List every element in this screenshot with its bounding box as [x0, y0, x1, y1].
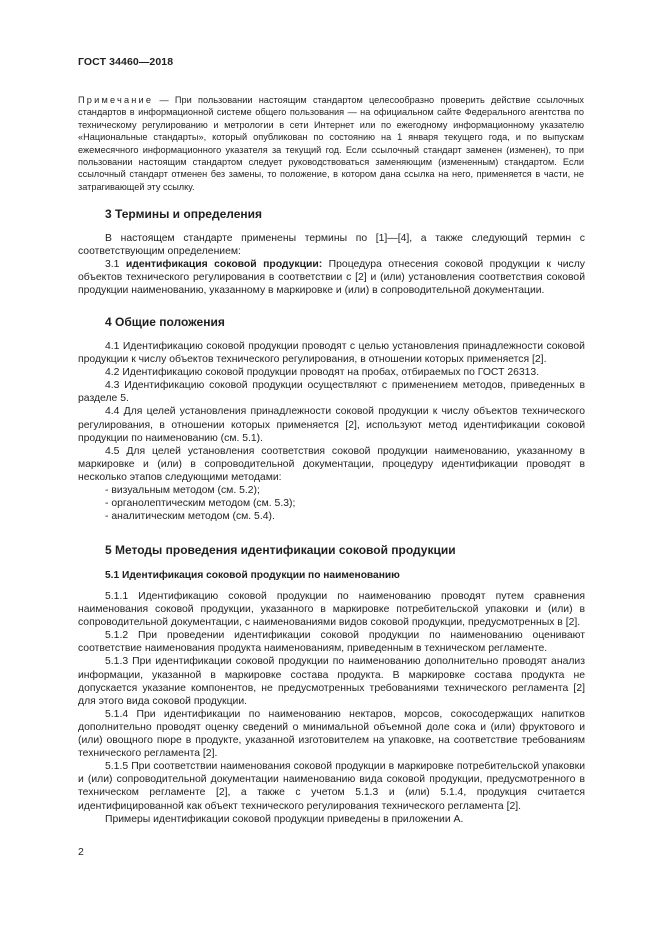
note-paragraph — [78, 94, 584, 193]
section-5-paragraph-2: 5.1.2 При проведении идентификации соковой продукции по наименованию оценивают соответствие наименования продукта наименованиям, приведенным в техническом регламенте. — [78, 630, 585, 655]
section-5-paragraph-5: 5.1.5 При соответствии наименования соковой продукции в маркировке потребительской упаковки и (или) сопроводительной документации наименованию вида соковой продукции, предусмотренного в техническом регламенте [2], а также с учетом 5.1.3 и (или) 5.1.4, продукция считается идентифицированной как объект технического регулирования технического регламента [2]. — [78, 761, 585, 812]
term-definition: Процедура отнесения соковой продукции к числу объектов технического регулирования в соответствии с [2] и (или) установления соответствия соковой продукции наименованию, указанному в маркировке и (или) в сопроводительной документации. — [78, 259, 585, 297]
document-header: ГОСТ 34460—2018 — [78, 56, 174, 68]
section-5-paragraph-1: 5.1.1 Идентификацию соковой продукции по наименованию проводят путем сравнения наименования соковой продукции, указанного в маркировке потребительской упаковки и (или) в сопроводительной документации, с наименованиями видов соковой продукции, предусмотренных в [2]. — [78, 591, 585, 629]
section-3 — [78, 207, 585, 297]
section-4-paragraph-4: 4.4 Для целей установления принадлежности соковой продукции к числу объектов технического регулирования, в отношении которых применяется [2], используют метод идентификации соковой продукции по наименованию (см. 5.1). — [78, 406, 585, 444]
method-list-item: - органолептическим методом (см. 5.3); — [105, 498, 296, 510]
note-label: Примечание — [78, 95, 154, 105]
subsection-5-1-title: 5.1 Идентификация соковой продукции по наименованию — [105, 570, 400, 581]
section-5 — [78, 543, 585, 826]
section-4-paragraph-3: 4.3 Идентификацию соковой продукции осуществляют с применением методов, приведенных в разделе 5. — [78, 380, 585, 405]
note-text: — При пользовании настоящим стандартом целесообразно проверить действие ссылочных стандартов в информационной системе общего пользования — на официальном сайте Федерального агентства по техническому регулированию и метрологии в сети Интернет или по ежегодному информационному указателю «Национальные стандарты», который опубликован по состоянию на 1 января текущего года, и по выпускам ежемесячного информационного указателя за текущий год. Если ссылочный стандарт заменен (изменен), то при пользовании настоящим стандартом следует руководствоваться заменяющим (измененным) стандартом. Если ссылочный стандарт отменен без замены, то положение, в котором дана ссылка на него, применяется в части, не затрагивающей эту ссылку. — [78, 95, 584, 192]
section-5-paragraph-6: Примеры идентификации соковой продукции приведены в приложении А. — [105, 813, 464, 825]
method-list-item: - аналитическим методом (см. 5.4). — [105, 511, 275, 523]
term-name: идентификация соковой продукции: — [125, 259, 323, 271]
method-list-item: - визуальным методом (см. 5.2); — [105, 485, 260, 497]
section-4-title: 4 Общие положения — [105, 315, 225, 329]
page-number: 2 — [78, 846, 84, 858]
note-block — [78, 94, 584, 193]
section-4-paragraph-5: 4.5 Для целей установления соответствия соковой продукции наименованию, указанному в маркировке и (или) в сопроводительной документации, процедуру идентификации проводят в несколько этапов следующими методами: — [78, 445, 585, 483]
section-5-paragraph-4: 5.1.4 При идентификации по наименованию нектаров, морсов, сокосодержащих напитков дополнительно проводят оценку сведений о минимальной объемной доле сока и (или) фруктового и (или) овощного пюре в продукте, указанной изготовителем на упаковке, на соответствие требованиям технического регламента [2]. — [78, 708, 585, 760]
section-5-paragraph-3: 5.1.3 При идентификации соковой продукции по наименованию дополнительно проводят анализ информации, указанной в маркировке состава продукта. В маркировке состава продукта не допускается указание компонентов, не предусмотренных требованиями технического регламента [2] для этого вида соковой продукции. — [78, 656, 585, 707]
section-4-paragraph-2: 4.2 Идентификацию соковой продукции проводят на пробах, отбираемых по ГОСТ 26313. — [105, 367, 540, 379]
section-3-paragraph-2 — [78, 258, 585, 297]
section-4-paragraph-1: 4.1 Идентификацию соковой продукции проводят с целью установления принадлежности соковой продукции к числу объектов технического регулирования, в отношении которых применяется [2]. — [78, 341, 585, 366]
section-4 — [78, 315, 585, 523]
section-3-paragraph-1: В настоящем стандарте применены термины по [1]—[4], а также следующий термин с соответствующим определением: — [78, 233, 585, 258]
section-3-title: 3 Термины и определения — [105, 207, 263, 221]
section-5-title: 5 Методы проведения идентификации соковой продукции — [105, 543, 456, 557]
term-number: 3.1 — [105, 259, 126, 271]
